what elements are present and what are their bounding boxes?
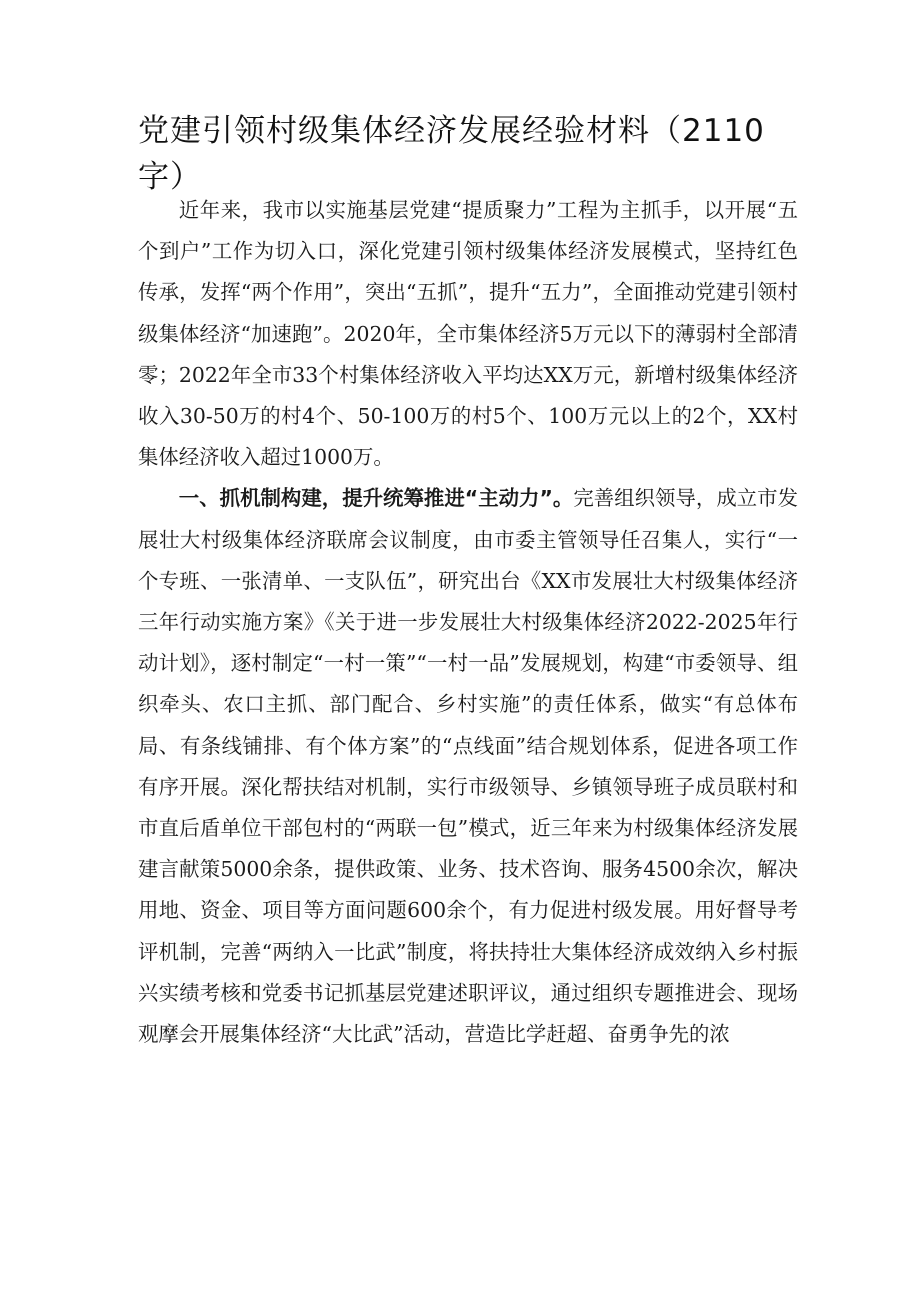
paragraph-intro-text: 近年来，我市以实施基层党建“提质聚力”工程为主抓手，以开展“五个到户”工作为切入口，深化党建引领村级集体经济发展模式，坚持红色传承，发挥“两个作用”，突出“五抓”，提升“五力”，全面推动党建引领村级集体经济“加速跑”。2020年，全市集体经济5万元以下的薄弱村全部清零；2022年全市33个村集体经济收入平均达XX万元，新增村级集体经济收入30-50万的村4个、50-100万的村5个、100万元以上的2个，XX村集体经济收入超过1000万。 [138, 198, 798, 470]
document-body [138, 190, 798, 1055]
paragraph-section-1 [138, 478, 798, 1055]
paragraph-intro [138, 190, 798, 478]
section-1-text: 完善组织领导，成立市发展壮大村级集体经济联席会议制度，由市委主管领导任召集人，实行“一个专班、一张清单、一支队伍”，研究出台《XX市发展壮大村级集体经济三年行动实施方案》《关于进一步发展壮大村级集体经济2022-2025年行动计划》，逐村制定“一村一策”“一村一品”发展规划，构建“市委领导、组织牵头、农口主抓、部门配合、乡村实施”的责任体系，做实“有总体布局、有条线铺排、有个体方案”的“点线面”结合规划体系，促进各项工作有序开展。深化帮扶结对机制，实行市级领导、乡镇领导班子成员联村和市直后盾单位干部包村的“两联一包”模式，近三年来为村级集体经济发展建言献策5000余条，提供政策、业务、技术咨询、服务4500余次，解决用地、资金、项目等方面问题600余个，有力促进村级发展。用好督导考评机制，完善“两纳入一比武”制度，将扶持壮大集体经济成效纳入乡村振兴实绩考核和党委书记抓基层党建述职评议，通过组织专题推进会、现场观摩会开展集体经济“大比武”活动，营造比学赶超、奋勇争先的浓 [138, 486, 798, 1047]
section-1-heading: 一、抓机制构建，提升统筹推进“主动力”。 [178, 486, 574, 511]
document-title: 党建引领村级集体经济发展经验材料（2110字） [138, 113, 765, 195]
